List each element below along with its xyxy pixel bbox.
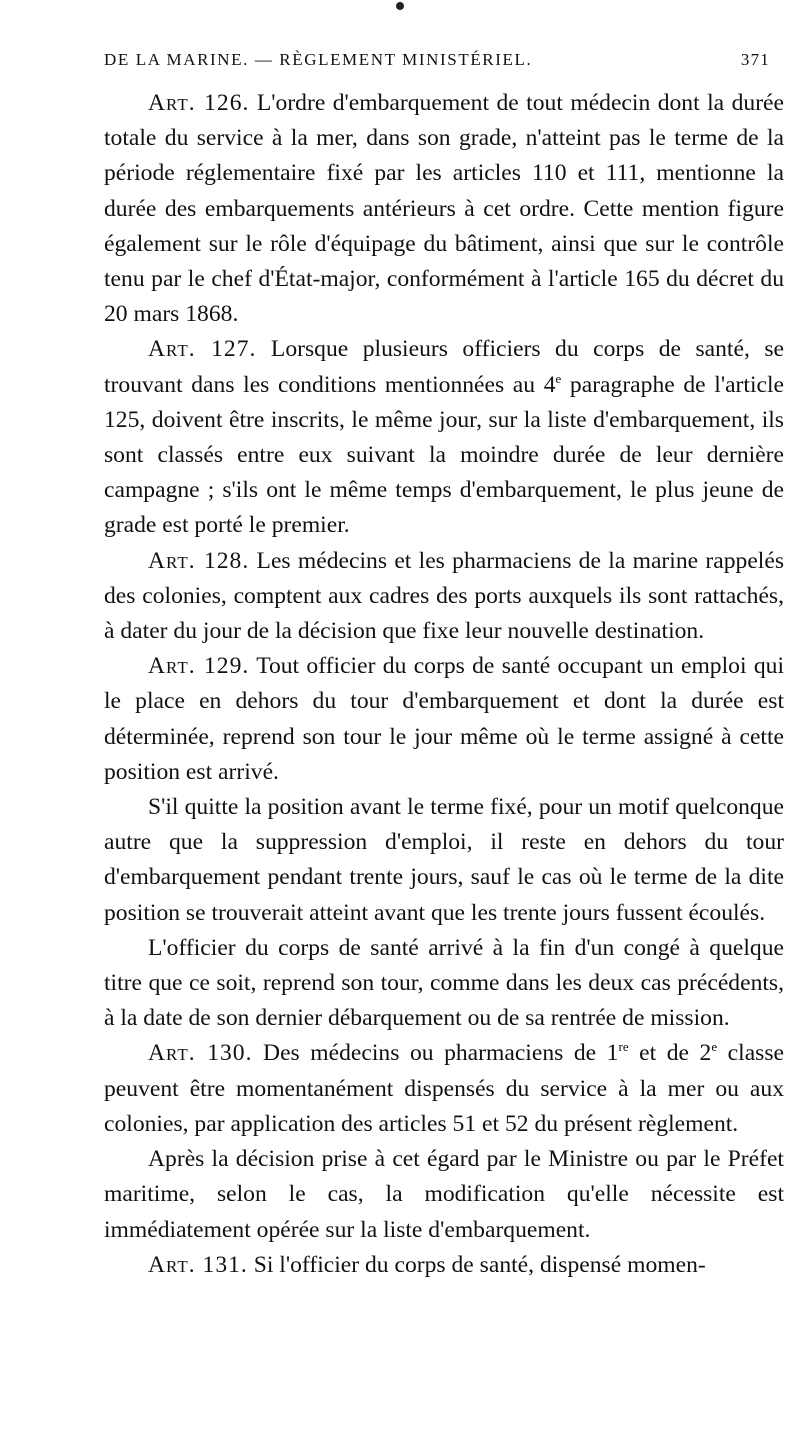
article-text-mid: et de 2	[628, 1040, 712, 1067]
article-text: Les médecins et les pharmaciens de la marine rappelés des colonies, comptent aux cadres des ports auxquels ils sont rattachés, à dater du jour de la décision que fixe leur nouvelle destination.	[104, 547, 785, 645]
article-label: Art. 130.	[148, 1040, 253, 1067]
superscript: re	[618, 1039, 629, 1055]
article-label: Art. 126.	[148, 90, 250, 116]
paragraph-text: L'officier du corps de santé arrivé à la fin d'un congé à quelque titre que ce soit, reprend son tour, comme dans les deux cas précédents, à la date de son dernier débarquement ou de sa rentrée de mission.	[104, 934, 784, 1032]
article-127	[104, 332, 784, 543]
page-number: 371	[740, 50, 770, 69]
article-text-cont: paragraphe de l'article 125, doivent être inscrits, le même jour, sur la liste d'embarquement, ils sont classés entre eux suivant la moindre durée de leur dernière campagne ; s'ils ont le même temps d'embarquement, le plus jeune de grade est porté le premier.	[104, 371, 785, 539]
running-header	[104, 50, 770, 80]
running-title: DE LA MARINE. — RÈGLEMENT MINISTÉRIEL.	[104, 50, 533, 69]
article-131	[104, 1248, 784, 1283]
page-body	[104, 86, 784, 1283]
paragraph-text: Après la décision prise à cet égard par le Ministre ou par le Préfet maritime, selon le cas, la modification qu'elle nécessite est immédiatement opérée sur la liste d'embarquement.	[104, 1146, 784, 1243]
article-129	[104, 649, 784, 790]
paragraph-text: S'il quitte la position avant le terme fixé, pour un motif quelconque autre que la suppression d'emploi, il reste en dehors du tour d'embarquement pendant trente jours, sauf le cas où le terme de la dite position se trouverait atteint avant que les trente jours fussent écoulés.	[104, 794, 784, 926]
article-text: Tout officier du corps de santé occupant un emploi qui le place en dehors du tour d'embarquement et dont la durée est déterminée, reprend son tour le jour même où le terme assigné à cette position est arrivé.	[104, 653, 784, 785]
article-text: Lorsque plusieurs officiers du corps de santé, se trouvant dans les conditions mentionnées au 4	[104, 336, 784, 398]
superscript: e	[711, 1039, 718, 1055]
article-label: Art. 127.	[148, 336, 257, 363]
paragraph-129-3	[104, 931, 784, 1037]
article-text: Des médecins ou pharmaciens de 1	[263, 1040, 619, 1067]
article-128	[104, 544, 784, 650]
article-text: Si l'officier du corps de santé, dispensé momen-	[253, 1251, 706, 1278]
article-label: Art. 131.	[148, 1251, 248, 1278]
article-126	[104, 86, 784, 332]
article-label: Art. 129.	[148, 653, 250, 680]
article-130	[104, 1036, 784, 1142]
paragraph-130-2	[104, 1142, 784, 1248]
ink-dot	[396, 2, 404, 10]
article-text-cont: classe peuvent être momentanément dispensés du service à la mer ou aux colonies, par application des articles 51 et 52 du présent règlement.	[104, 1040, 785, 1137]
article-label: Art. 128.	[148, 547, 250, 574]
article-text: L'ordre d'embarquement de tout médecin dont la durée totale du service à la mer, dans son grade, n'atteint pas le terme de la période réglementaire fixé par les articles 110 et 111, mentionne la durée des embarquements antérieurs à cet ordre. Cette mention figure également sur le rôle d'équipage du bâtiment, ainsi que sur le contrôle tenu par le chef d'État-major, conformément à l'article 165 du décret du 20 mars 1868.	[104, 90, 785, 328]
superscript: e	[555, 370, 562, 386]
paragraph-129-2	[104, 790, 784, 931]
